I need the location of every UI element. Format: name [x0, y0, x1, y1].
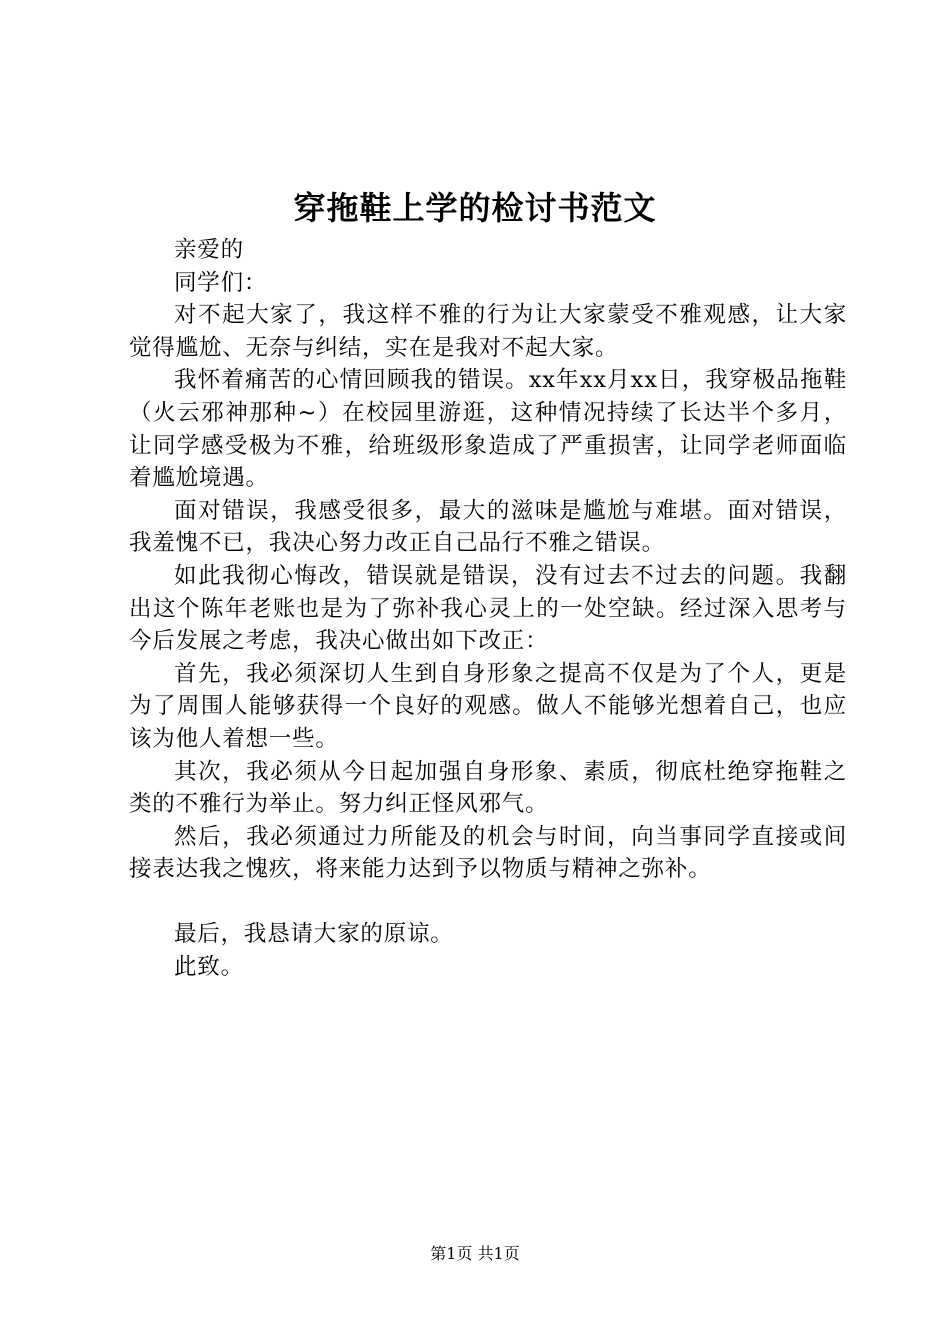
body-paragraph: 如此我彻心悔改，错误就是错误，没有过去不过去的问题。我翻出这个陈年老账也是为了弥补我心灵上的一处空缺。经过深入思考与今后发展之考虑，我决心做出如下改正： [129, 562, 847, 655]
closing-line: 此致。 [174, 954, 244, 981]
document-title: 穿拖鞋上学的检讨书范文 [293, 189, 657, 227]
document-body [129, 234, 847, 984]
body-paragraph: 我怀着痛苦的心情回顾我的错误。xx年xx月xx日，我穿极品拖鞋（火云邪神那种~）在校园里游逛，这种情况持续了长达半个多月，让同学感受极为不雅，给班级形象造成了严重损害，让同学老师面临着尴尬境遇。 [129, 367, 847, 492]
closing-line: 最后，我恳请大家的原谅。 [174, 921, 454, 948]
body-paragraph: 然后，我必须通过力所能及的机会与时间，向当事同学直接或间接表达我之愧疚，将来能力达到予以物质与精神之弥补。 [129, 823, 847, 883]
salutation-line: 亲爱的 [174, 237, 244, 263]
body-paragraph: 其次，我必须从今日起加强自身形象、素质，彻底杜绝穿拖鞋之类的不雅行为举止。努力纠正怪风邪气。 [129, 758, 847, 818]
salutation-line: 同学们： [174, 269, 268, 296]
body-paragraph: 面对错误，我感受很多，最大的滋味是尴尬与难堪。面对错误，我羞愧不已，我决心努力改正自己品行不雅之错误。 [129, 497, 847, 557]
body-paragraph: 首先，我必须深切人生到自身形象之提高不仅是为了个人，更是为了周围人能够获得一个良好的观感。做人不能够光想着自己，也应该为他人着想一些。 [129, 660, 847, 752]
page-footer: 第1页 共1页 [430, 1244, 520, 1263]
body-paragraph: 对不起大家了，我这样不雅的行为让大家蒙受不雅观感，让大家觉得尴尬、无奈与纠结，实在是我对不起大家。 [129, 302, 847, 361]
